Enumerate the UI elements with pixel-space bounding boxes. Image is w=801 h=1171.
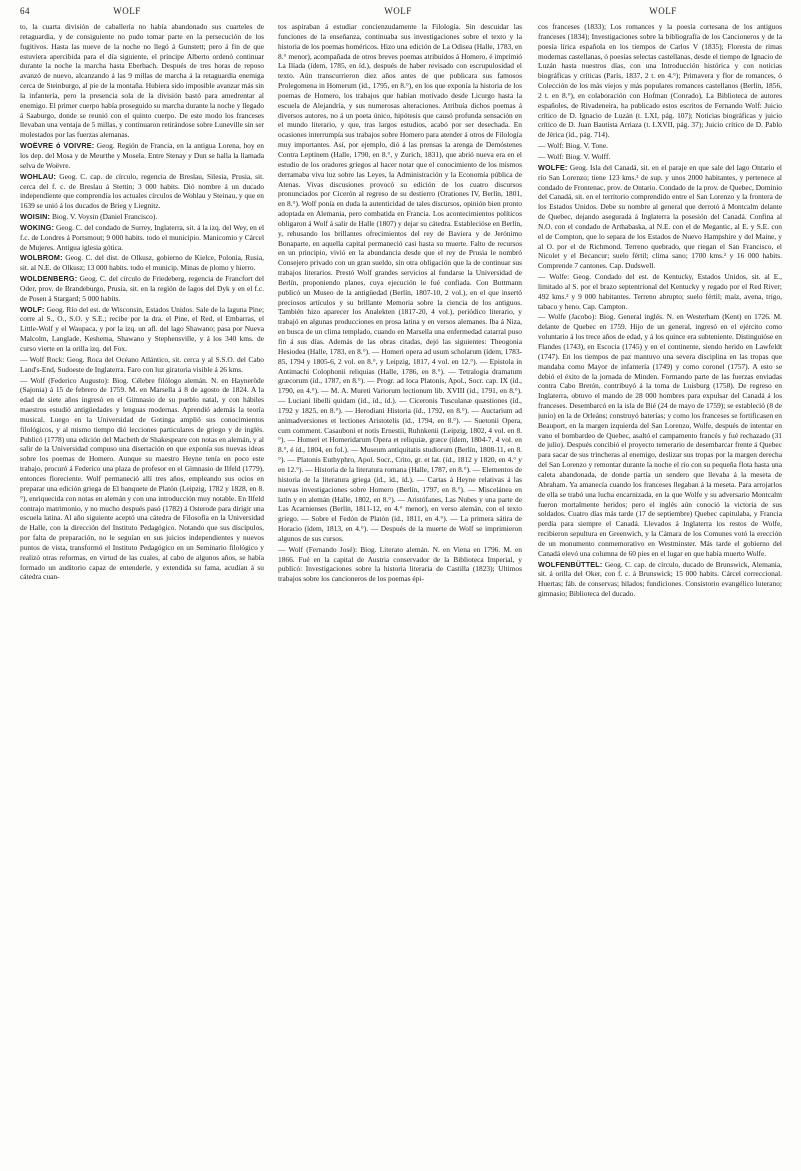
dictionary-entry (20, 172, 264, 211)
entry-text: Geog. C. del dist. de Olkusz, gobierno de Kielce, Polonia, Rusia, sit. al N.E. de Olkusz; 13 000 habits. todo el municip. Minas de plomo y hierro. (20, 253, 264, 273)
entry-headword: WOËVRE ó VOIVRE: (20, 141, 95, 151)
entry-text: cos franceses (1833); Los romances y la poesía cortesana de los antiguos franceses (1834); Investigaciones sobre la bibliografía de los Cancioneros y de la poesía lírica española en los tiempos de Carlos V (1835); Floresta de rimas modernas castellanas, ó poesías selectas castellanas, desde el tiempo de Ignacio de Luzán hasta nuestros días, con una Introducción histórica y con noticias biográficas y críticas (París, 1837, 2 t. en 4.°); Primavera y flor de romances, ó Colección de los más viejos y más populares romances castellanos (Berlín, 1856, 2 t. en 8.°), en colaboración con Hofman (Conrado), La Biblioteca de autores españoles, de Rivadeneira, ha publicado estos escritos de Fernando Wolf: Juicio crítico de D. Ignacio de Luzán (t. LXI, pág. 107); Noticias biográficas y juicio crítico de D. Juan Bautista Arriaza (t. LXVII, pág. 37); Juicio crítico de D. Pablo de Jérica (íd., pág. 714). (538, 22, 782, 140)
entry-text: Geog. Río del est. de Wisconsin, Estados Unidos. Sale de la laguna Pine; corre al S., O., S.O. y S.E.; recibe por la dra. el Pine, el Red, el Embarras, el Little-Wolf y el Waupaca, y por la izq. un afl. del lago Shawano; pasa por Nueva Malcolm, Langlade, Keshema, Shawano y Stephensville, y á los 340 kms. de curso vierte en la orilla izq. del Fox. (20, 304, 264, 353)
dictionary-entry (20, 253, 264, 273)
entry-text: Geog. C. del condado de Surrey, Inglaterra, sit. á la izq. del Wey, en el f.c. de Londres á Portsmout; 9 000 habits. todo el municipio. Manicomio y Cárcel de Mujeres. Antigua iglesia gótica. (20, 222, 264, 252)
entry-paragraph (538, 312, 782, 558)
running-head-right: WOLF (649, 6, 677, 16)
dictionary-entry (20, 223, 264, 253)
dictionary-entry (20, 305, 264, 354)
entry-headword: WOISIN: (20, 212, 51, 222)
dictionary-entry (20, 212, 264, 222)
entry-headword: WOLBROM: (20, 253, 63, 263)
entry-paragraph (538, 141, 782, 151)
running-head-left: WOLF (113, 6, 141, 16)
entry-text: Geog. Región de Francia, en la antigua Lorena, hoy en los dep. del Mosa y de Meurthe y Mosela. Entre Stenay y Dun se halla la llamada selva de Woëvre. (20, 141, 264, 170)
entry-text: — Wolfe: Geog. Condado del est. de Kentucky, Estados Unidos, sit. al E., limitado al S. por el brazo septentrional del Kentucky y regado por el Red River; 492 kms.² y 9 000 habitantes. Terreno abrupto; suelo fértil; maíz, avena, trigo, tabaco y heno. Cap. Campton. (538, 272, 782, 311)
dictionary-entry (538, 560, 782, 599)
entry-text: Geog. C. cap. de círculo, regencia de Breslau, Silesia, Prusia, sit. cerca del f. c. de Breslau á Stettin; 3 000 habits. Dió nombre á un ducado independiente que comprendía los actuales círculos de Wohlau y Steinau, y que en 1639 se unió á los ducados de Brieg y Liegnitz. (20, 171, 264, 211)
entry-paragraph (538, 272, 782, 311)
entry-headword: WOLFENBÜTTEL: (538, 559, 603, 569)
entry-headword: WOLFE: (538, 162, 568, 172)
entry-paragraph (278, 22, 522, 544)
entry-text: Biog. V. Voysin (Daniel Francisco). (50, 212, 158, 222)
dictionary-entry (20, 141, 264, 171)
entry-headword: WOHLAU: (20, 171, 57, 181)
text-column-3 (538, 22, 782, 1167)
entry-text: — Wolfe (Jacobo): Biog. General inglés. N. en Westerham (Kent) en 1726. M. delante de Quebec en 1759. Hijo de un general, ingresó en el ejército como voluntario á los trece años de edad, y á los quince era subteniente. Distinguióse en Flandes (1743), en Escocia (1745) y en el continente, siendo herido en Lawfeldt (1747). En los tiempos de paz mantuvo una severa disciplina en las tropas que mandaba como Mayor de infantería (1749) y como coronel (1757). A esto se debió el éxito de la jornada de Minden. Formando parte de las fuerzas enviadas contra Cabo Bretón, contribuyó á la toma de Luisburg (1758). De regreso en Inglaterra, obtuvo el mando de 28 000 hombres para expulsar del Canadá á los franceses. Desembarcó en la isla de Bié (24 de mayo de 1759); se estableció (8 de junio) en la de Orleáns; construyó baterías; y como los franceses se fortificasen en Beauport, en la margen izquierda del San Lorenzo, Wolfe, después de intentar en vano el bombardeo de Quebec, asaltó el campamento francés y fué rechazado (31 de julio). Después concibió el proyecto temerario de desembarcar frente á Quebec para sacar de sus trincheras al enemigo, deslizar sus tropas por la margen derecha del San Lorenzo y remontar durante la noche el río con su pequeña flota hasta una caleta abandonada, de donde partía un sendero que llevaba á la meseta de Abraham. Ya amanecía cuando los franceses llegaban á la meseta. Para arrojarlos de ella se trabó una lucha encarnizada, en la que Wolfe y su adversario Montcalm fueron mortalmente heridos; pero el inglés aún conoció la victoria de sus soldados. Cuatro días más tarde (17 de septiembre) Quebec capitulaba, y Francia perdía para siempre el Canadá. Llevados á Inglaterra los restos de Wolfe, recibieron sepultura en Greenwich, y la Cámara de los Comunes votó la erección de un monumento conmemorativo en Westminster. Más tarde el gobierno del Canadá elevó una columna de 60 pies en el lugar en que había muerto Wolfe. (538, 312, 782, 558)
page-number: 64 (20, 6, 30, 16)
entry-text: — Wolf (Federico Augusto): Biog. Célebre filólogo alemán. N. en Hayneröde (Sajonia) á 15 de febrero de 1759. M. en Marsella á 8 de agosto de 1824. A la edad de siete años ingresó en el Gimnasio de su pueblo natal, y con hábiles maestros estudió antigüedades y lenguas modernas. Aprendió además la teoría musical. Luego en la Universidad de Gotinga amplió sus conocimientos filológicos, y al mismo tiempo dió lecciones particulares de griego y de inglés. Publicó (1778) una edición del Macbeth de Shakespeare con notas en alemán, y al salir de la Universidad compuso una disertación en que exponía sus nuevas ideas sobre los poemas de Homero. Aunque su maestro Heyne tenía en poco este trabajo, procuró á Federico una plaza de profesor en el Gimnasio de Ilfeld (1779), entonces floreciente. Wolf permaneció allí tres años, empleando sus ocios en preparar una edición griega de El banquete de Platón (Leipzig, 1782 y 1828, en 8.°), enriquecida con notas en alemán y con una introducción muy notable. En Ilfeld contrajo matrimonio, y no mucho después pasó (1782) á Osterode para dirigir una escuela latina. Al año siguiente aceptó una cátedra de Filosofía en la Universidad de Halle, con la dirección del Instituto Pedagógico. Notando que sus discípulos, por falta de preparación, no le seguían en sus juicios independientes y nuevos puntos de vista, transformó el Instituto Pedagógico en un Seminario filológico y realizó otras reformas, en virtud de las cuales, al cabo de algunos años, se había formado un auditorio capaz de entenderle, y extendida su fama, acudían á su cátedra cuan- (20, 375, 264, 582)
dictionary-entry (20, 274, 264, 304)
entry-headword: WOKING: (20, 222, 55, 232)
entry-text: — Wolf Rock: Geog. Roca del Océano Atlántico, sit. cerca y al S.S.O. del Cabo Land's-End, Sudoeste de Inglaterra. Faro con luz giratoria visible á 26 kms. (20, 354, 264, 374)
entry-text: — Wolf (Fernando José): Biog. Literato alemán. N. en Viena en 1796. M. en 1866. Fué en la capital de Austria conservador de la Biblioteca Imperial, y publicó: Investigaciones sobre la historia literaria de Castilla (1823); Ultimos trabajos sobre los cancioneros de los poemas épi- (278, 544, 522, 584)
entry-text: Geog. C. cap. de círculo, ducado de Brunswick, Alemania, sit. á orilla del Oker, con f. c. á Brunswick; 15 000 habits. Cárcel correccional. Huertas; fáb. de conservas; hilados; fundiciones. Consistorio evangélico luterano; gimnasio; Biblioteca del ducado. (538, 559, 782, 599)
entry-paragraph (20, 22, 264, 140)
entry-text: — Wolf: Biog. V. Wolff. (538, 151, 611, 161)
entry-headword: WOLF: (20, 304, 45, 314)
entry-text: tos aspiraban á estudiar concienzudamente la Filología. Sin descuidar las funciones de la enseñanza, continuaba sus investigaciones sobre el texto y la historia de los poemas homéricos. Hizo una edición de La Odisea (Halle, 1783, en 8.° menor), acompañada de otros breves poemas atribuídos á Homero, é imprimió La Ilíada (ídem, 1785, en íd.), después de haber revisado con escrupulosidad el texto. Aún transcurrieron diez años antes de que publicara sus famosos Prolegomena in Homerum (íd., 1795, en 8.°), en los que exponía la historia de los poemas de Homero, los trabajos que habían motivado desde Licurgo hasta la escuela de Alejandría, y sus numerosas alteraciones. Atribuía dichos poemas á diversos autores, no á un poeta único, hipótesis que causó profunda sensación en el mundo literario, y que, tras largos estudios, acabó por ser desechada. En ocasiones interrumpía sus trabajos sobre Homero para atender á otros de Filología muy importantes. Así, por ejemplo, dió á las prensas la arenga de Demóstenes Contra Leptinem (Halle, 1790, en 8.°, y Zurich, 1831), que abrió nueva era en el estudio de los oradores griegos al hacer notar que el conocimiento de los mismos derramaba viva luz sobre las Leyes, la Administración y la Economía pública de Atenas. Vivas discusiones provocó su edición de los cuatro discursos pronunciados por Cicerón al regreso de su destierro (Orationes IV, Berlín, 1801, en 8.°). Wolf ponía en duda la autenticidad de tales discursos, opinión bien pronto adoptada en Alemania, pero combatida en Francia. Los acontecimientos políticos obligaron á Wolf á salir de Halle (1807) y dejar su cátedra. Establecióse en Berlín, y, rehusando los brillantes ofrecimientos del rey de Baviera y de Jerónimo Bonaparte, en aquella capital permaneció casi hasta su muerte. Falto de recursos en un principio, vivió en la abundancia desde que el rey de Prusia le nombró Consejero privado con un gran sueldo, sin otra obligación que la de continuar sus trabajos literarios. Prestó Wolf grandes servicios al fundarse la Universidad de Berlín, proponiendo planes, cuya ejecución le fué confiada. Con Buttmann publicó un Museo de la antigüedad (Berlín, 1807-10, 2 vol.), en el que insertó preciosos artículos y su brillante Memoria sobre la ciencia de los antiguos. También hizo aparecer los Analekten (1817-20, 4 vol.), periódico literario, y trabajó en algunas producciones en prosa latina y en versos alemanes. Iba á Niza, en busca de un clima templado, cuando en Marsella una enfermedad catarral puso fin á sus días. Además de las obras citadas, dejó las siguientes: Theogonia Hesiodea (Halle, 1783, en 8.°). — Homeri opera ad usum scholarum (ídem, 1783-85, 1794 y 1805-6, 2 vol. en 8.°, y Leipzig, 1817, 4 vol. en 12.°). — Epistola in Antimachi Colophonii reliquias (Halle, 1786, en 8.°). — Tetralogia dramatum græcorum (íd., 1787, en 8.°). — Progr. ad loca Platonis, Apol., Socr. cap. IX (íd., 1790, en 4.°). — M. A. Mureti Variorum lectionum lib. XVIII (íd., 1791, en 8.°). — Luciani libelli quidam (íd., íd., íd.). — Ciceronis Tusculanæ quæstiones (íd., 1792 y 1825, en 8.°). — Herodiani Historia (íd., 1792, en 8.°). — Auctarium ad animadversiones et lectiones Aristotelis (íd., 1794, en 8.°). — Suetonii Opera, cum comment. Casauboni et notis Ernestii, Ruhnkenii (Leipzig, 1802, 4 vol. en 8.°). — Homeri et Homeridarum Opera et reliquiæ, græce (ídem, 1804-7, 4 vol. en 8.°, é íd., 1804, en fol.). — Museum antiquitatis studiorum (Berlín, 1808-11, en 8.°). — Platonis Euthyphro, Apol. Socr., Crito, gr. et lat. (íd., 1812 y 1820, en 4.° y en 12.°). — Historia de la literatura romana (Halle, 1787, en 8.°). — Elementos de historia de la literatura griega (íd., íd., íd.). — Cartas á Heyne relativas á las nuevas investigaciones sobre Homero (Berlín, 1797, en 8.°). — Miscelánea en latín y en alemán (Halle, 1802, en 8.°). — Aristófanes, Las Nubes y una parte de Las Acarnienses (Berlín, 1811-12, en 4.° menor), en verso alemán, con el texto griego. — Sobre el Fedón de Platón (íd., 1811, en 4.°). — La primera sátira de Horacio (ídem, 1813, en 4.°). — Después de la muerte de Wolf se imprimieron algunos de sus cursos. (278, 22, 522, 543)
text-column-2 (278, 22, 522, 1167)
entry-text: to, la cuarta división de caballería no había abandonado sus cuarteles de retaguardia, y de consiguiente no pudo tomar parte en la persecución de los fugitivos. Hasta las nueve de la noche no llegó á Gunstett; pero á fin de que estuviera apercibida para el día siguiente, el príncipe Alberto ordenó continuar durante la noche la marcha hasta Eberbach. Después de tres horas de reposo avanzó de nuevo, alcanzando á las 9 millas de marcha á la retaguardia enemiga cerca de Steinburgo, al pie de la montaña. Hubiera sido imposible avanzar más sin la infantería, pero la presencia sola de la división bastó para amedrentar al enemigo. El primer cuerpo había proseguido su marcha durante la noche y llegado á Saaburgo, donde se reunió con el quinto cuerpo. De este modo los franceses llevaban una ventaja de 5 millas, y continuaron retirándose sobre Luneville sin ser molestados por las fuerzas alemanas. (20, 22, 264, 140)
entry-text: Geog. C. del círculo de Friedeberg, regencia de Francfort del Oder, prov. de Brandeburgo, Prusia, sit. en la región de lagos del Dyk y en el f.c. de Posen á Stargard; 5 000 habits. (20, 274, 264, 303)
entry-text: — Wolf: Biog. V. Tone. (538, 141, 608, 151)
entry-paragraph (278, 545, 522, 584)
dictionary-entry (538, 163, 782, 271)
entry-headword: WOLDENBERG: (20, 274, 78, 284)
entry-text: Geog. Isla del Canadá, sit. en el paraje en que sale del lago Ontario el río San Lorenzo; tiene 123 kms.² de sup. y unos 2000 habitantes, y pertenece al condado de Frontenac, prov. de Ontario. Condado de la prov. de Quebec, Dominio del Canadá, sit. en el territorio comprendido entre el San Lorenzo y la frontera de los Estados Unidos. Debe su nombre al general que derrotó á Montcalm delante de Quebec, dejando asegurada á Inglaterra la posesión del Canadá. Confina al N.O. con el condado de Arthabaska, al N.E. con el de Megantic, al E. y S.E. con el de Compton, que lo separa de los Estados de Nuevo Hampshire y del Maine, y al O. por el de Richmond. Terreno quebrado, que riegan el San Francisco, el Nicolet y el Becancur; suelo fértil; clima sano; 1700 kms.² y 16 000 habits. Comprende 7 cantones. Cap. Dudswell. (538, 162, 782, 271)
entry-paragraph (20, 355, 264, 375)
entry-paragraph (20, 376, 264, 583)
entry-paragraph (538, 152, 782, 162)
text-column-1 (20, 22, 264, 1167)
running-head-center: WOLF (384, 6, 412, 16)
entry-paragraph (538, 22, 782, 140)
